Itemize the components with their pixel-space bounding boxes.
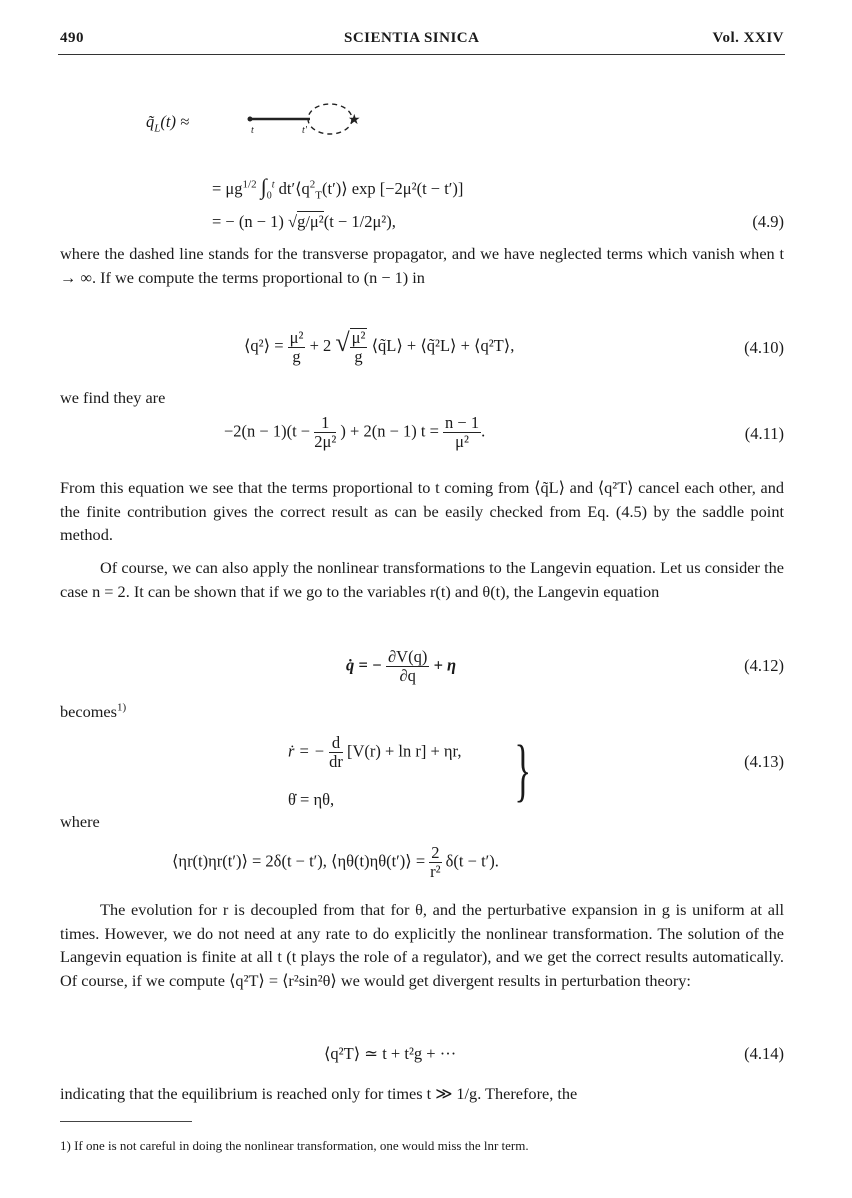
den: dr: [329, 752, 343, 772]
volume-label: Vol. XXIV: [712, 30, 784, 46]
corr-a: ⟨ηr(t)ηr(t′)⟩ = 2δ(t − t′), ⟨ηθ(t)ηθ(t′)⟩ =: [172, 851, 426, 871]
footnote: 1) If one is not careful in doing the nonlinear transformation, one would miss the lnr term.: [60, 1138, 529, 1153]
paragraph-2: we find they are: [60, 388, 166, 407]
frac-n1-mu2: [443, 414, 481, 451]
right-brace: }: [514, 732, 532, 809]
l1-a: ṙ = −: [288, 741, 325, 761]
den: r²: [430, 862, 441, 882]
eq-4-10-rest: ⟨q̃L⟩ + ⟨q̃²L⟩ + ⟨q²T⟩,: [371, 336, 515, 355]
num: n − 1: [445, 413, 480, 432]
eq-number-4-14: (4.14): [744, 1044, 784, 1063]
eq-number-4-12: (4.12): [744, 656, 784, 675]
den: ∂q: [399, 666, 416, 686]
line2-radicand: g/μ²: [297, 212, 324, 231]
label-t-prime: t': [302, 125, 307, 136]
eq-4-11-c: .: [481, 421, 486, 441]
line1-c: (t′)⟩ exp [−2μ²(t − t′)]: [322, 179, 464, 198]
paragraph-5: [60, 700, 260, 724]
num: 2: [431, 843, 440, 862]
frac-d-dr: [329, 734, 343, 771]
paragraph-1: where the dashed line stands for the transverse propagator, and we have neglected terms which vanish when t → ∞. If we compute the terms proportional to (n − 1) in: [60, 244, 784, 287]
num: 1: [314, 414, 336, 433]
eq-4-11-b: ) + 2(n − 1) t =: [340, 421, 439, 441]
eq-number-4-13: (4.13): [744, 752, 784, 771]
paragraph-4: Of course, we can also apply the nonlinear transformations to the Langevin equation. Let us consider the case n = 2. It can be shown that if we go to the variables r(t) and θ(t), the Langevin equation: [60, 558, 784, 601]
eq-correlators: [172, 844, 499, 881]
eq-4-10: ⟨q²⟩ = $\frac{\text{μ²}}{g}$ + 2 √ $\frac{\text{μ²}}{g}$ ⟨q̃L⟩ + ⟨q̃²L⟩ + ⟨q²T⟩,: [244, 327, 515, 367]
eq-4-12-b: + η: [433, 655, 457, 675]
frac-mu2-g: [288, 329, 306, 366]
den: 2μ²: [314, 432, 337, 452]
line1-sup: 1/2: [242, 178, 257, 191]
transverse-loop: [308, 104, 352, 134]
line2-b: (t − 1/2μ²),: [323, 212, 396, 231]
journal-title: SCIENTIA SINICA: [344, 30, 480, 46]
num: μ²: [351, 328, 366, 348]
num: μ²: [289, 327, 304, 347]
eq-4-13-line2: θ̇ = ηθ,: [288, 790, 335, 809]
eq-4-14: ⟨q²T⟩ ≃ t + t²g + ···: [324, 1044, 457, 1063]
feynman-diagram: [244, 98, 364, 138]
eq-4-9-line1: = $\mu g^{1/2}$ $\int_0^t$ $dt'⟨q^2_T(t')⟩$ exp [−2μ²(t − t′)]: [212, 174, 464, 202]
num: d: [329, 734, 343, 753]
den: g: [354, 347, 363, 367]
line1-b: dt′⟨q: [278, 179, 310, 198]
lhs-sub: L: [154, 122, 161, 135]
den: g: [292, 346, 301, 366]
eq-4-9-lhs: [146, 112, 190, 135]
eq-4-9-line2: [212, 212, 396, 232]
eq-4-13-line1: [288, 734, 462, 771]
becomes-text: becomes: [60, 702, 117, 721]
eq-4-11: [224, 414, 485, 451]
paragraph-6: where: [60, 812, 100, 831]
eq-4-12: [346, 648, 456, 685]
frac-2-r2: [429, 844, 441, 881]
eq-4-11-a: −2(n − 1)(t −: [224, 421, 311, 441]
paragraph-8: indicating that the equilibrium is reached only for times t ≫ 1/g. Therefore, the: [60, 1084, 578, 1103]
eq-4-12-a: q̇ = −: [346, 655, 382, 675]
corr-b: δ(t − t′).: [445, 851, 499, 871]
paragraph-7: The evolution for r is decoupled from that for θ, and the perturbative expansion in g is uniform at all times. However, we do not need at any rate to do explicitly the nonlinear transformation. The solution of the Langevin equation is finite at all t (t plays the role of a regulator), and we get the correct results automatically. Of course, if we compute ⟨q²T⟩ = ⟨r²sin²θ⟩ we would get divergent results in perturbation theory:: [60, 900, 784, 990]
lhs-symbol: q̃: [146, 112, 155, 131]
eq-number-4-10: (4.10): [744, 338, 784, 357]
page-number: 490: [60, 30, 84, 46]
label-t: t: [251, 125, 254, 136]
eq-4-10-a: ⟨q²⟩ =: [244, 336, 284, 355]
footnote-rule: [60, 1121, 192, 1122]
frac-1-2mu2: [314, 414, 336, 451]
lhs-arg: (t) ≈: [160, 112, 190, 131]
paragraph-3: From this equation we see that the terms proportional to t coming from ⟨q̃L⟩ and ⟨q²T⟩ cancel each other, and the finite contribution gives the correct result as can be easily checked from Eq. (4.5) by the saddle point method.: [60, 478, 784, 545]
line1-a: = μg: [212, 179, 243, 198]
l1-b: [V(r) + ln r] + ηr,: [346, 741, 462, 761]
footnote-ref: 1): [116, 701, 127, 714]
eq-number-4-11: (4.11): [744, 424, 784, 443]
line2-a: = − (n − 1) √: [212, 212, 298, 231]
frac-dV-dq: [386, 648, 429, 685]
eq-number-4-9: (4.9): [752, 212, 784, 231]
header-rule: [58, 54, 785, 55]
frac-sqrt: [350, 328, 368, 366]
eq-4-10-mid: + 2: [309, 336, 332, 355]
star-mark: ★: [348, 113, 361, 128]
den: μ²: [455, 432, 469, 452]
num: ∂V(q): [388, 647, 428, 666]
